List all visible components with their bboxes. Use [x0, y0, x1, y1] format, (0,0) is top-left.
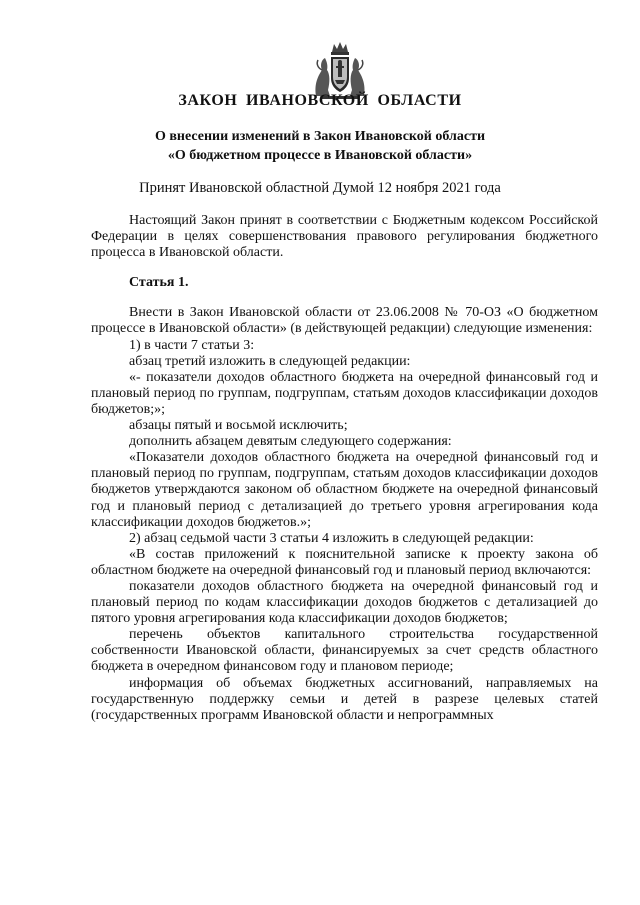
law-body — [91, 213, 598, 724]
article-paragraph: дополнить абзацем девятым следующего содержания: — [129, 434, 452, 450]
article-paragraph: Внести в Закон Ивановской области от 23.06.2008 № 70-ОЗ «О бюджетном процессе в Ивановской области» (в действующей редакции) следующие изменения: — [91, 305, 598, 337]
article-paragraph: абзацы пятый и восьмой исключить; — [129, 418, 348, 434]
law-subtitle-line1: О внесении изменений в Закон Ивановской области — [154, 129, 486, 144]
adoption-date-line: Принят Ивановской областной Думой 12 ноября 2021 года — [139, 180, 501, 196]
article-paragraph: перечень объектов капитального строительства государственной собственности Ивановской области, финансируемых за счет средств областного бюджета в очередном финансовом году и плановом периоде; — [91, 627, 598, 675]
article-paragraph: 1) в части 7 статьи 3: — [129, 337, 255, 353]
law-title: ЗАКОН ИВАНОВСКОЙ ОБЛАСТИ — [178, 92, 462, 109]
article-paragraph: «В состав приложений к пояснительной записке к проекту закона об областном бюджете на очередной финансовый год и плановый период включаются: — [91, 546, 598, 578]
law-subtitle-line2: «О бюджетном процессе в Ивановской области» — [167, 148, 473, 163]
preamble-paragraph: Настоящий Закон принят в соответствии с Бюджетным кодексом Российской Федерации в целях совершенствования правового регулирования бюджетного процесса в Ивановской области. — [91, 213, 598, 261]
article-paragraph: 2) абзац седьмой части 3 статьи 4 изложить в следующей редакции: — [129, 530, 534, 546]
article-paragraph: абзац третий изложить в следующей редакции: — [129, 353, 411, 369]
article-paragraph: информация об объемах бюджетных ассигнований, направляемых на государственную поддержку семьи и детей в разрезе целевых статей (государственных программ Ивановской области и непрограммных — [91, 675, 598, 723]
article-1-heading: Статья 1. — [129, 275, 189, 291]
article-paragraph: «Показатели доходов областного бюджета на очередной финансовый год и плановый период по группам, подгруппам, статьям доходов классификации доходов бюджетов утверждаются законом об областном бюджете на очередной финансовый год и плановый период с детализацией до третьего уровня агрегирования кода классификации доходов бюджетов.»; — [91, 450, 598, 530]
article-paragraph: показатели доходов областного бюджета на очередной финансовый год и плановый период по кодам классификации доходов бюджетов с детализацией до пятого уровня агрегирования кода классификации доходов бюджетов; — [91, 578, 598, 627]
article-paragraph: «- показатели доходов областного бюджета на очередной финансовый год и плановый период по группам, подгруппам, статьям доходов классификации доходов бюджетов;»; — [91, 369, 598, 417]
coat-of-arms-icon — [312, 40, 368, 100]
